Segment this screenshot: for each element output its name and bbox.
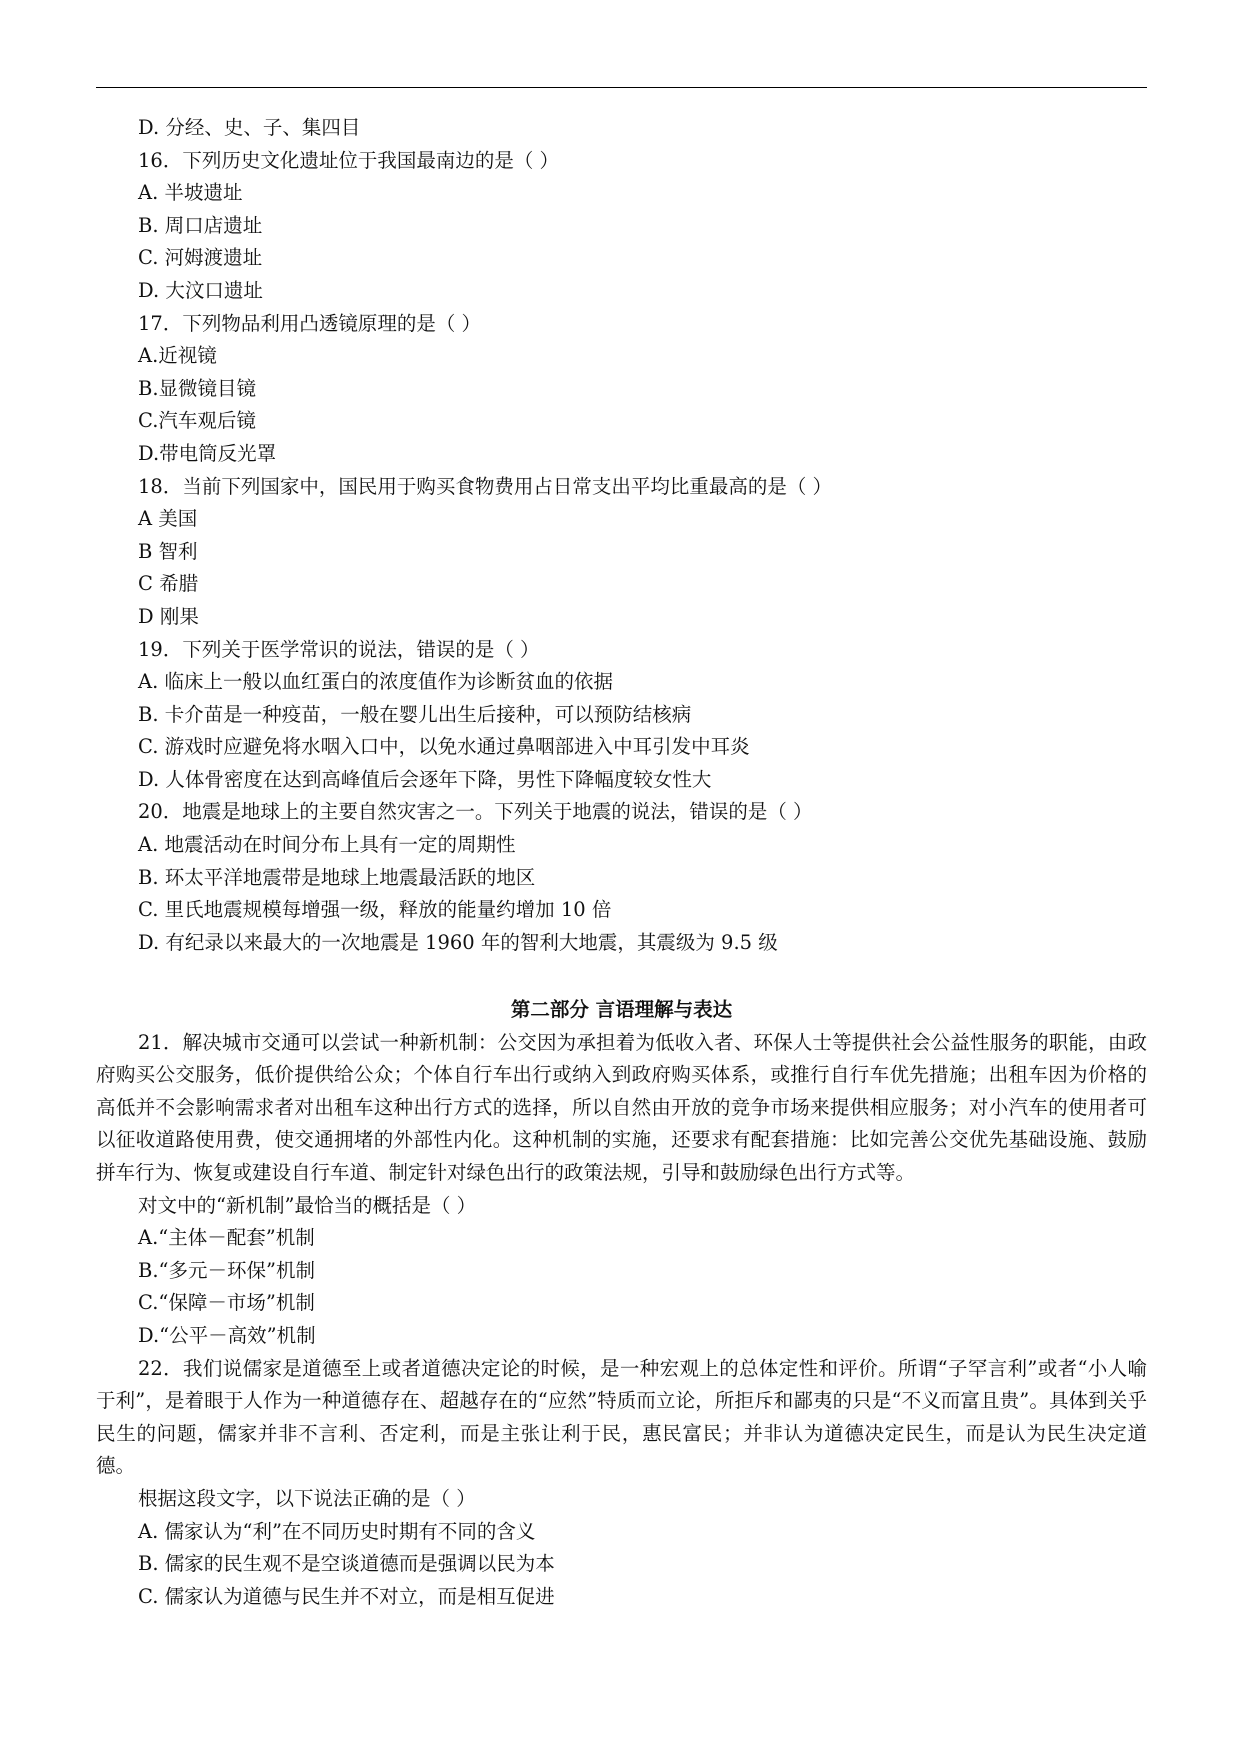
section-gap	[96, 959, 1147, 992]
q19-option-d: D. 人体骨密度在达到高峰值后会逐年下降，男性下降幅度较女性大	[138, 767, 712, 791]
q16-option-d: D. 大汶口遗址	[138, 278, 263, 302]
q18-option-b: B 智利	[138, 539, 198, 563]
q15-option-d: D. 分经、史、子、集四目	[138, 116, 361, 139]
q21-option-d: D.“公平－高效”机制	[138, 1323, 316, 1347]
q17-option-a: A.近视镜	[138, 344, 217, 368]
q18-stem: 18．当前下列国家中，国民用于购买食物费用占日常支出平均比重最高的是（ ）	[138, 474, 833, 498]
q21-option-b: B.“多元－环保”机制	[138, 1258, 315, 1282]
q17-option-b: B.显微镜目镜	[138, 376, 257, 400]
q17-option-d: D.带电筒反光罩	[138, 441, 277, 465]
q22-stem: 根据这段文字，以下说法正确的是（ ）	[138, 1486, 476, 1510]
q21-option-c: C.“保障－市场”机制	[138, 1291, 315, 1315]
q17-option-c: C.汽车观后镜	[138, 409, 256, 433]
q22-option-a: A. 儒家认为“利”在不同历史时期有不同的含义	[138, 1519, 536, 1543]
q16-option-c: C. 河姆渡遗址	[138, 246, 263, 270]
q19-option-b: B. 卡介苗是一种疫苗，一般在婴儿出生后接种，可以预防结核病	[138, 702, 692, 726]
q18-option-c: C 希腊	[138, 572, 199, 596]
q16-stem: 16．下列历史文化遗址位于我国最南边的是（ ）	[138, 148, 560, 172]
q20-option-d: D. 有纪录以来最大的一次地震是 1960 年的智利大地震，其震级为 9.5 级	[138, 930, 778, 954]
q22-passage: 22．我们说儒家是道德至上或者道德决定论的时候，是一种宏观上的总体定性和评价。所谓“子罕言利”或者“小人喻于利”，是着眼于人作为一种道德存在、超越存在的“应然”特质而立论，所拒斥和鄙夷的只是“不义而富且贵”。具体到关乎民生的问题，儒家并非不言利、否定利，而是主张让利于民，惠民富民；并非认为道德决定民生，而是认为民生决定道德。	[96, 1356, 1147, 1478]
q21-passage: 21．解决城市交通可以尝试一种新机制：公交因为承担着为低收入者、环保人士等提供社会公益性服务的职能，由政府购买公交服务，低价提供给公众；个体自行车出行或纳入到政府购买体系，或推行自行车优先措施；出租车因为价格的高低并不会影响需求者对出租车这种出行方式的选择，所以自然由开放的竞争市场来提供相应服务；对小汽车的使用者可以征收道路使用费，使交通拥堵的外部性内化。这种机制的实施，还要求有配套措施：比如完善公交优先基础设施、鼓励拼车行为、恢复或建设自行车道、制定针对绿色出行的政策法规，引导和鼓励绿色出行方式等。	[96, 1030, 1147, 1184]
exam-page	[96, 112, 1147, 1613]
header-rule	[96, 87, 1147, 88]
q16-option-b: B. 周口店遗址	[138, 213, 263, 237]
q20-option-b: B. 环太平洋地震带是地球上地震最活跃的地区	[138, 865, 536, 889]
q19-option-c: C. 游戏时应避免将水咽入口中，以免水通过鼻咽部进入中耳引发中耳炎	[138, 735, 750, 759]
q16-option-a: A. 半坡遗址	[138, 181, 243, 205]
q20-stem: 20．地震是地球上的主要自然灾害之一。下列关于地震的说法，错误的是（ ）	[138, 800, 813, 824]
q21-stem: 对文中的“新机制”最恰当的概括是（ ）	[138, 1193, 477, 1217]
q20-option-c: C. 里氏地震规模每增强一级，释放的能量约增加 10 倍	[138, 898, 612, 922]
q18-option-a: A 美国	[138, 507, 198, 531]
q20-option-a: A. 地震活动在时间分布上具有一定的周期性	[138, 833, 516, 857]
q19-option-a: A. 临床上一般以血红蛋白的浓度值作为诊断贫血的依据	[138, 670, 613, 694]
q22-option-c: C. 儒家认为道德与民生并不对立，而是相互促进	[138, 1584, 555, 1608]
q22-option-b: B. 儒家的民生观不是空谈道德而是强调以民为本	[138, 1552, 555, 1576]
q19-stem: 19．下列关于医学常识的说法，错误的是（ ）	[138, 637, 540, 661]
q17-stem: 17．下列物品利用凸透镜原理的是（ ）	[138, 311, 482, 335]
q18-option-d: D 刚果	[138, 604, 199, 628]
q21-option-a: A.“主体－配套”机制	[138, 1226, 315, 1250]
section-2-title: 第二部分 言语理解与表达	[510, 998, 733, 1022]
